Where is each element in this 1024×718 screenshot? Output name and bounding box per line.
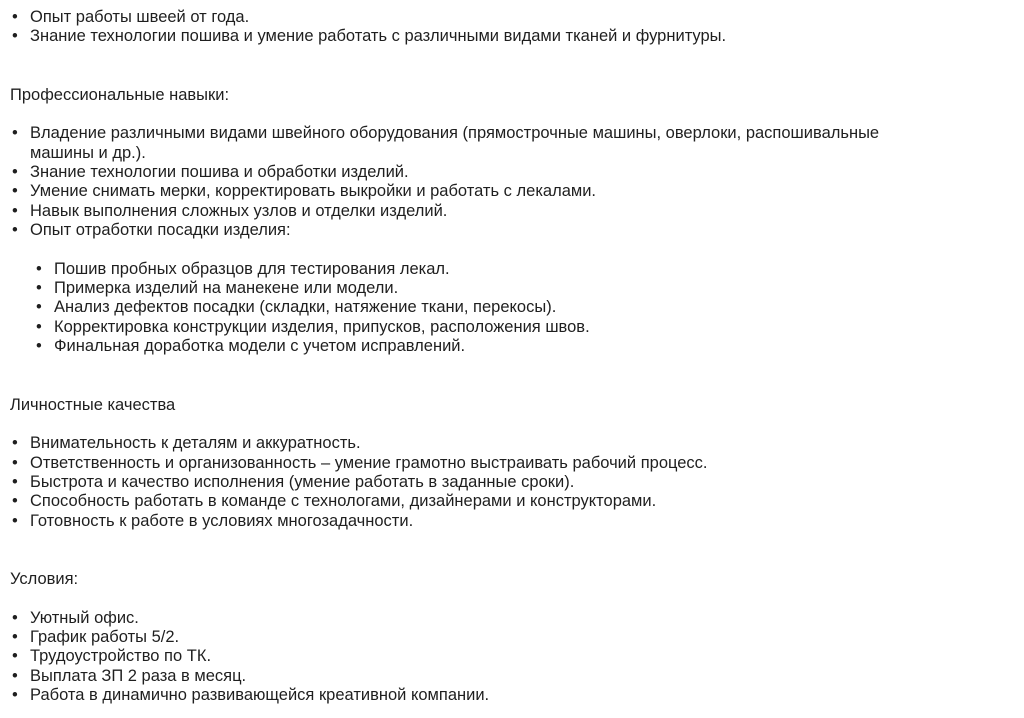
conditions-heading: Условия: (10, 570, 79, 589)
skills-heading: Профессиональные навыки: (10, 85, 230, 104)
list-item: • Выплата ЗП 2 раза в месяц. (10, 667, 1024, 686)
list-item: • Навык выполнения сложных узлов и отделки изделий. (10, 202, 940, 221)
list-item: • Умение снимать мерки, корректировать выкройки и работать с лекалами. (10, 182, 940, 201)
list-item: • Опыт работы швеей от года. (10, 8, 1024, 27)
list-item: • Владение различными видами швейного оборудования (прямострочные машины, оверлоки, распошивальные машины и др.). (10, 124, 940, 163)
list-item: • Уютный офис. (10, 609, 1024, 628)
list-item: • График работы 5/2. (10, 628, 1024, 647)
list-item: • Знание технологии пошива и обработки изделий. (10, 163, 940, 182)
list-item: • Работа в динамично развивающейся креативной компании. (10, 686, 1024, 705)
skills-list (10, 124, 940, 240)
list-item: • Корректировка конструкции изделия, припусков, расположения швов. (34, 318, 1024, 337)
qualities-list (10, 434, 1024, 531)
list-item: • Способность работать в команде с технологами, дизайнерами и конструкторами. (10, 492, 1024, 511)
list-item: • Пошив пробных образцов для тестирования лекал. (34, 260, 1024, 279)
list-item: • Внимательность к деталям и аккуратность. (10, 434, 1024, 453)
list-item: • Примерка изделий на манекене или модели. (34, 279, 1024, 298)
list-item: • Трудоустройство по ТК. (10, 647, 1024, 666)
conditions-list (10, 609, 1024, 706)
list-item: • Анализ дефектов посадки (складки, натяжение ткани, перекосы). (34, 298, 1024, 317)
experience-list (10, 8, 1024, 47)
qualities-heading: Личностные качества (10, 395, 176, 414)
fitting-list (34, 260, 1024, 357)
list-item: • Готовность к работе в условиях многозадачности. (10, 512, 1024, 531)
list-item: • Ответственность и организованность – умение грамотно выстраивать рабочий процесс. (10, 454, 1024, 473)
list-item: • Быстрота и качество исполнения (умение работать в заданные сроки). (10, 473, 1024, 492)
list-item: • Опыт отработки посадки изделия: (10, 221, 940, 240)
list-item: • Знание технологии пошива и умение работать с различными видами тканей и фурнитуры. (10, 27, 1024, 46)
list-item: • Финальная доработка модели с учетом исправлений. (34, 337, 1024, 356)
